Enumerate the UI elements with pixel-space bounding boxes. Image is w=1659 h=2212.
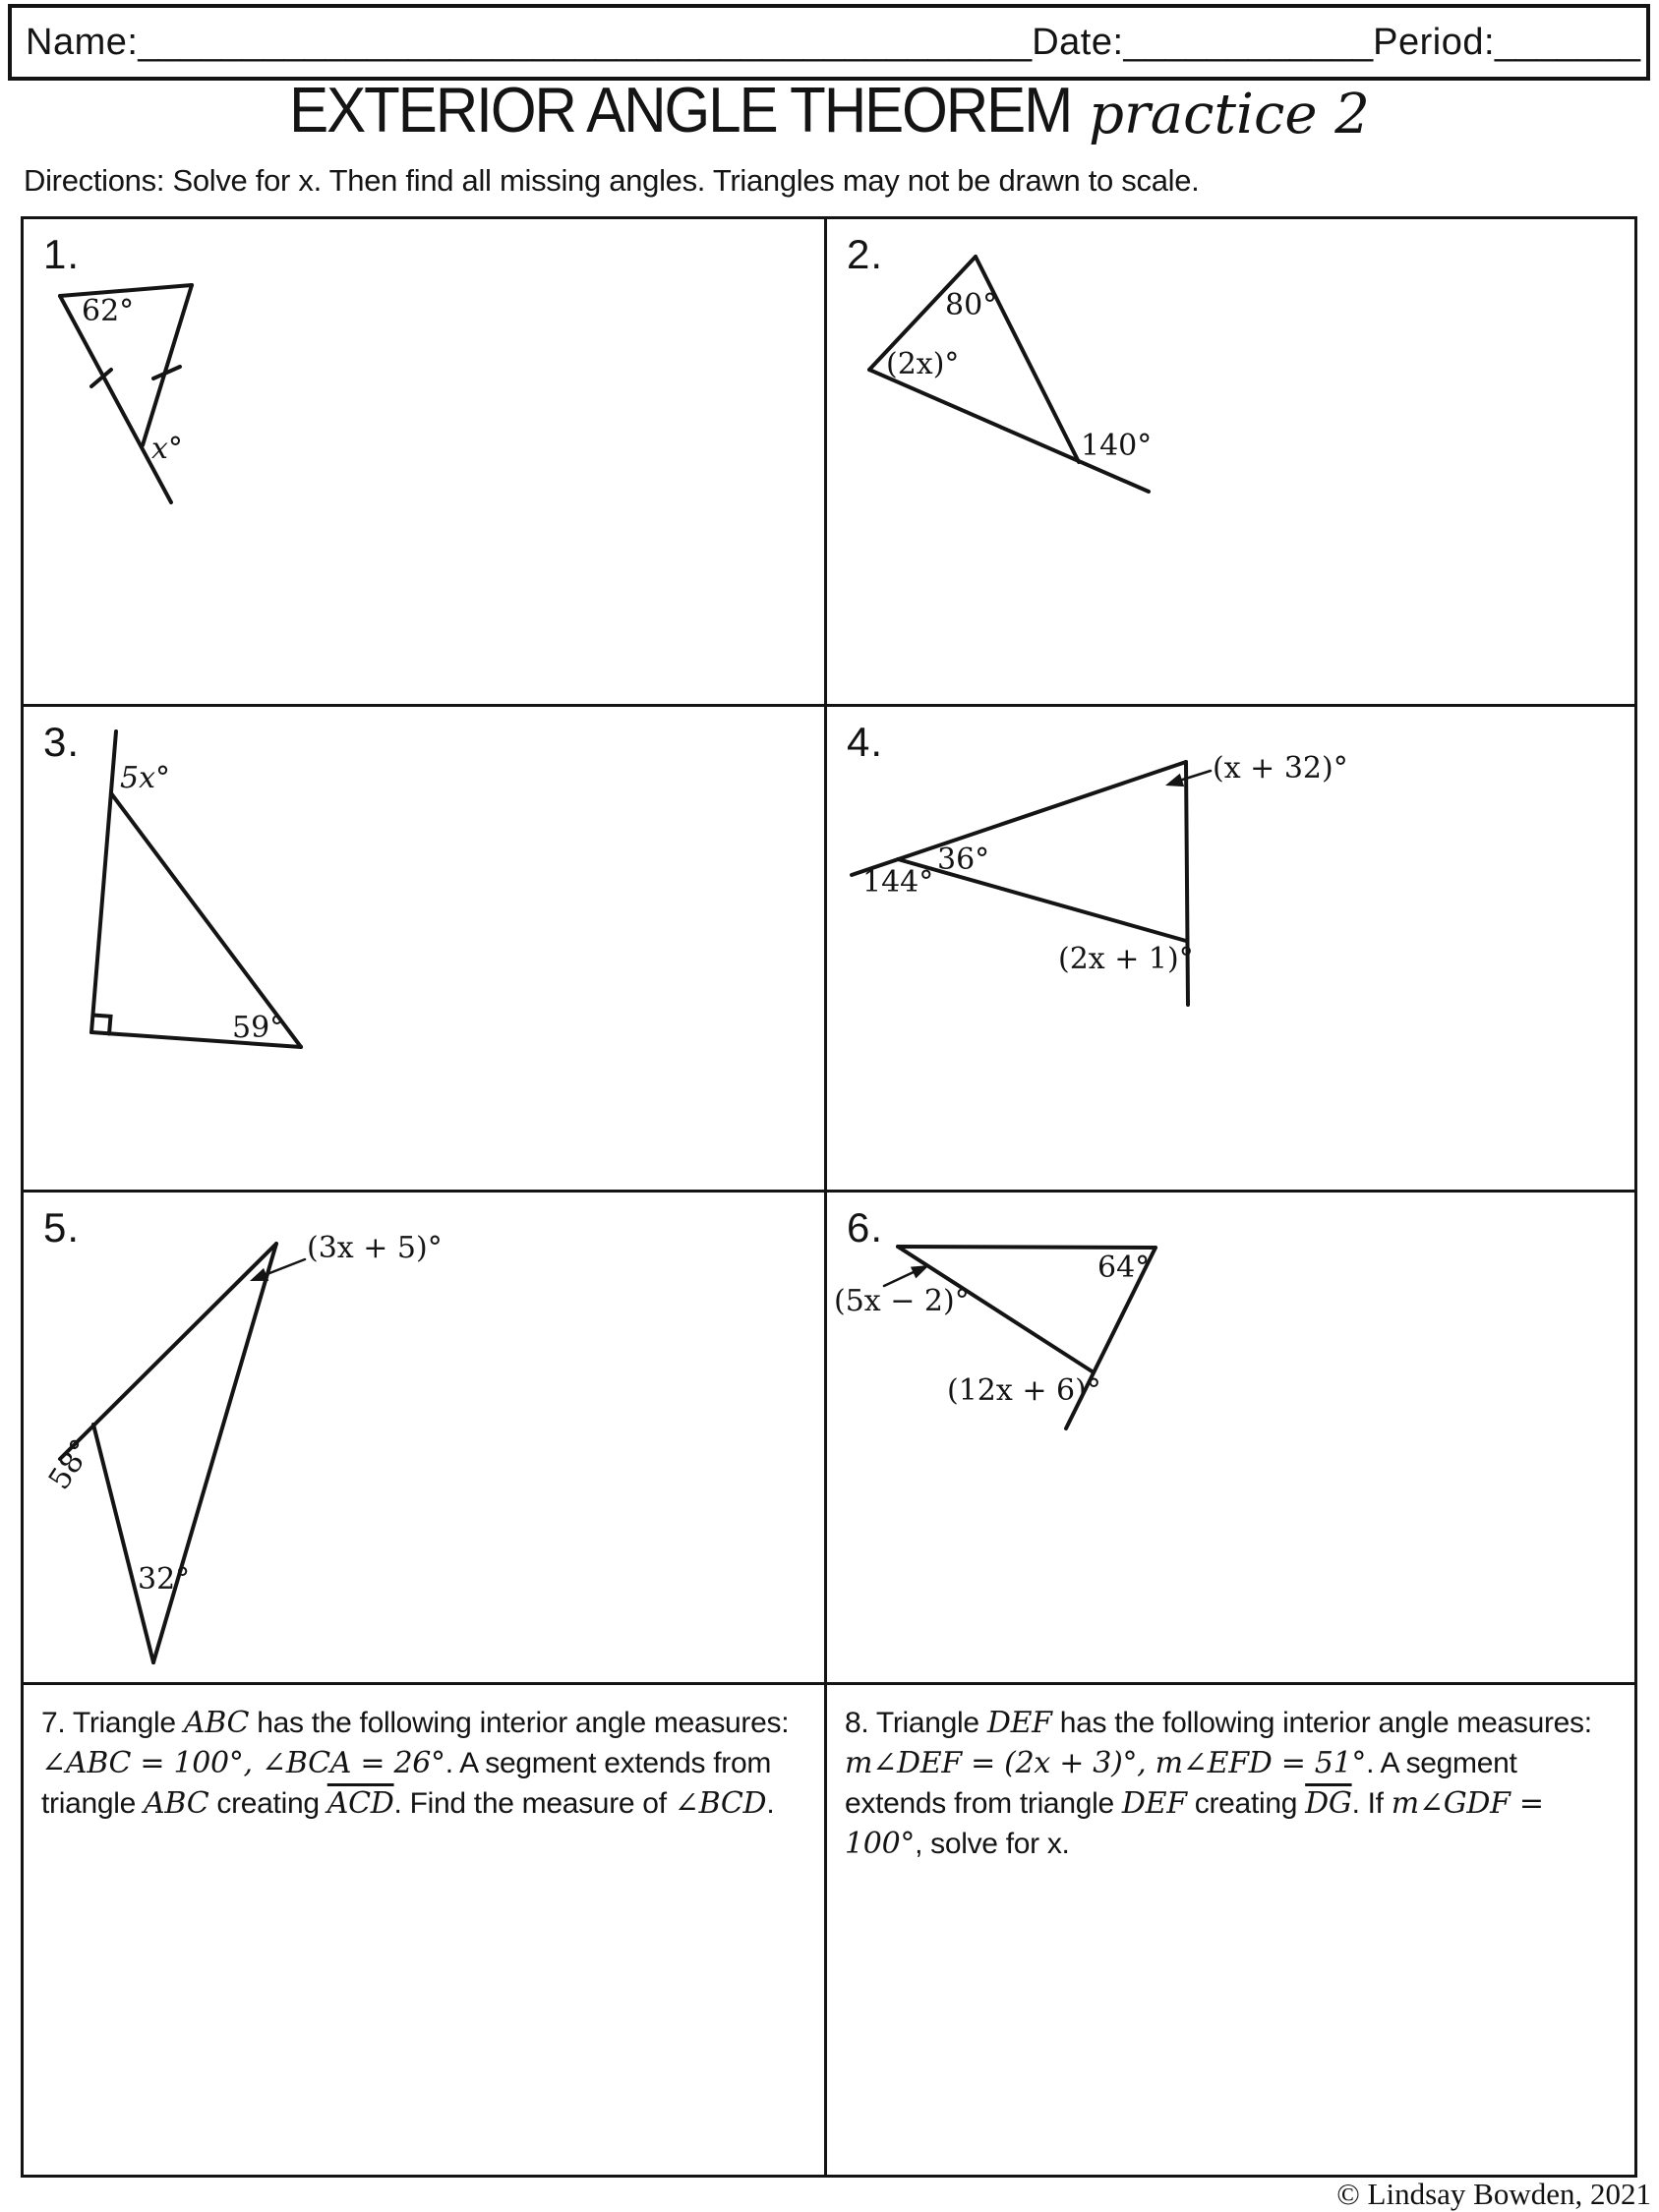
- problem-8-text-run: . If: [1351, 1787, 1392, 1820]
- problem-7-text-run: has the following interior angle measures:: [249, 1707, 790, 1739]
- problem-8-text-run: . A segment extends from triangle: [845, 1747, 1517, 1820]
- name-date-period-bar: [8, 4, 1650, 81]
- problem-7-text: [24, 1685, 824, 1824]
- math-run: m∠DEF = (2x + 3)°, m∠EFD = 51°: [845, 1746, 1367, 1780]
- angle-label-140: 140°: [1081, 429, 1153, 463]
- problem-7-text-run: . A segment extends from triangle: [41, 1747, 772, 1820]
- problem-6-cell: [827, 1193, 1634, 1685]
- name-blank-line: ___________________________________________: [138, 22, 1033, 63]
- math-run: ∠BCD: [674, 1786, 767, 1821]
- problem-1-number: 1.: [43, 231, 81, 277]
- problem-6-number: 6.: [847, 1204, 884, 1251]
- name-label: Name:: [26, 22, 139, 63]
- problem-8-text-run: 8. Triangle: [845, 1707, 987, 1739]
- problem-8-text: [827, 1685, 1634, 1864]
- problem-2-diagram: [827, 219, 1631, 704]
- problem-7-text-run: .: [766, 1787, 775, 1820]
- angle-label-2x-plus-1: (2x + 1)°: [1058, 942, 1194, 976]
- problem-1-cell: [24, 219, 827, 707]
- pointer-arrowhead-icon: [911, 1265, 929, 1278]
- angle-label-36: 36°: [937, 843, 990, 877]
- angle-label-144: 144°: [862, 865, 934, 900]
- problem-3-diagram: [24, 707, 824, 1190]
- math-run: ABC: [183, 1706, 250, 1740]
- angle-label-x-plus-32: (x + 32)°: [1213, 751, 1348, 786]
- angle-label-80: 80°: [945, 288, 998, 322]
- directions-text: Directions: Solve for x. Then find all missing angles. Triangles may not be drawn to scale.: [24, 163, 1200, 198]
- date-blank-line: ____________: [1123, 22, 1374, 63]
- pointer-arrowhead-icon: [250, 1268, 268, 1281]
- angle-label-32: 32°: [138, 1562, 191, 1597]
- problem-8-text-run: has the following interior angle measures:: [1051, 1707, 1592, 1739]
- angle-label-x: x°: [151, 432, 183, 466]
- problem-3-number: 3.: [43, 719, 81, 765]
- pointer-arrowhead-icon: [1165, 774, 1184, 786]
- problem-4-number: 4.: [847, 719, 884, 765]
- problem-3-cell: [24, 707, 827, 1193]
- angle-label-5x: 5x°: [120, 761, 171, 795]
- segment-overline-run: $\overline{ACD}$: [326, 1786, 394, 1821]
- problem-2-cell: [827, 219, 1634, 707]
- problem-4-cell: [827, 707, 1634, 1193]
- problem-5-number: 5.: [43, 1204, 81, 1251]
- segment-overline-run: $\overline{DG}$: [1305, 1786, 1352, 1821]
- period-label: Period:: [1373, 22, 1496, 63]
- problem-8-text-run: creating: [1186, 1787, 1306, 1820]
- period-blank-line: _______: [1495, 22, 1640, 63]
- math-run: m∠GDF = 100°: [845, 1786, 1544, 1861]
- label-pointer-line: [260, 1259, 305, 1277]
- angle-label-62: 62°: [82, 294, 135, 328]
- title-main: EXTERIOR ANGLE THEOREM: [289, 74, 1072, 146]
- math-run: DEF: [986, 1706, 1052, 1740]
- math-run: DEF: [1121, 1786, 1187, 1821]
- problem-7-text-run: . Find the measure of: [393, 1787, 675, 1820]
- problem-7-text-run: 7. Triangle: [41, 1707, 184, 1739]
- problem-4-diagram: [827, 707, 1631, 1190]
- problems-grid: [21, 216, 1637, 2178]
- angle-label-58: 58°: [41, 1432, 100, 1496]
- problem-8-cell: [827, 1685, 1634, 2175]
- math-run: ∠ABC = 100°, ∠BCA = 26°: [41, 1746, 445, 1780]
- math-run: ABC: [144, 1786, 209, 1821]
- problem-8-text-run: , solve for x.: [915, 1828, 1070, 1860]
- problem-1-diagram: [24, 219, 824, 704]
- problem-2-number: 2.: [847, 231, 884, 277]
- title-subtitle-script: practice 2: [1089, 83, 1370, 146]
- angle-label-59: 59°: [232, 1011, 285, 1045]
- angle-label-64: 64°: [1097, 1251, 1151, 1285]
- problem-7-cell: [24, 1685, 827, 2175]
- problem-5-diagram: [24, 1193, 824, 1682]
- angle-label-3x-plus-5: (3x + 5)°: [307, 1231, 443, 1265]
- angle-label-12x-plus-6: (12x + 6)°: [947, 1373, 1101, 1408]
- worksheet-title: [0, 74, 1659, 146]
- problem-5-cell: [24, 1193, 827, 1685]
- copyright-text: © Lindsay Bowden, 2021: [1336, 2177, 1651, 2211]
- date-label: Date:: [1032, 22, 1124, 63]
- problem-6-diagram: [827, 1193, 1631, 1682]
- angle-label-5x-minus-2: (5x − 2)°: [834, 1284, 970, 1318]
- angle-label-2x: (2x)°: [886, 347, 960, 381]
- problem-7-text-run: creating: [208, 1787, 327, 1820]
